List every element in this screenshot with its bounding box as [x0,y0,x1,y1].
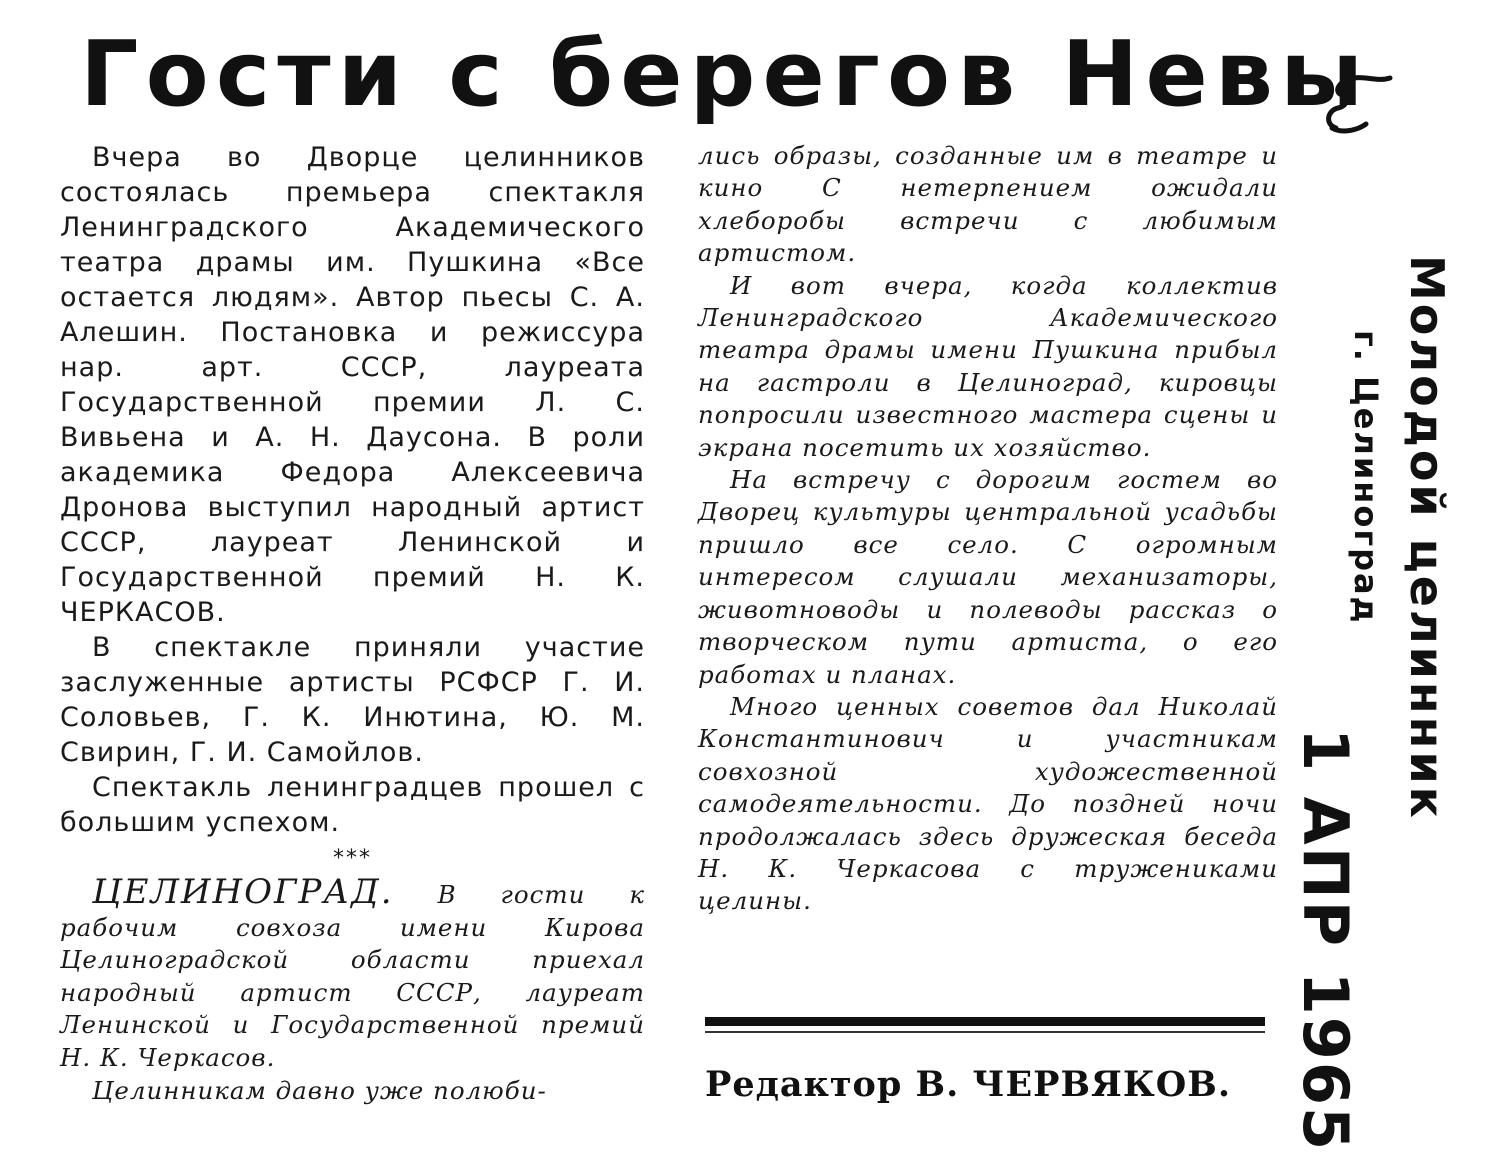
handwritten-mark-icon [1318,58,1398,138]
right-column [698,140,1278,918]
paragraph: лись образы, созданные им в театре и кино С нетерпением ожидали хлеборобы встречи с любимым артистом. [698,141,1278,268]
newspaper-name: Молодой целинник [1400,255,1454,821]
paragraph-text: В гости к рабочим совхоза имени Кирова Целиноградской области приехал народный артист СССР, лауреат Ленинской и Государственной премий Н. К. Черкасов. [60,880,645,1072]
second-item [60,872,645,1107]
paragraph: Целинникам давно уже полюби- [92,1075,547,1105]
dateline: ЦЕЛИНОГРАД. [92,872,394,912]
city-note: г. Целиноград [1347,330,1385,625]
left-column [60,140,645,1107]
paragraph: И вот вчера, когда коллектив Ленинградского Академического театра драмы имени Пушкина прибыл на гастроли в Целиноград, кировцы попросили известного мастера сцены и экрана посетить их хозяйство. [698,270,1278,462]
paragraph: На встречу с дорогим гостем во Дворец культуры центральной усадьбы пришло все село. С огромным интересом слушали механизаторы, животноводы и полеводы рассказ о творческом пути артиста, о его работах и планах. [698,465,1278,689]
closing-rule-thin [705,1031,1265,1033]
paragraph [60,872,645,1075]
closing-rule [705,1017,1265,1026]
article-headline: Гости с берегов Невы [80,22,1371,127]
paragraph: В спектакле приняли участие заслуженные артисты РСФСР Г. И. Соловьев, Г. К. Инютина, Ю. М. Свирин, Г. И. Самойлов. [60,632,645,768]
section-separator: *** [333,846,372,871]
paragraph: Много ценных советов дал Николай Константинович и участникам совхозной художественной самодеятельности. До поздней ночи продолжалась здесь дружеская беседа Н. К. Черкасова с тружениками целины. [698,691,1278,916]
date-stamp: 1 АПР 1965 [1289,728,1362,1152]
editor-signature: Редактор В. ЧЕРВЯКОВ. [705,1064,1232,1105]
paragraph: Вчера во Дворце целинников состоялась премьера спектакля Ленинградского Академического театра драмы им. Пушкина «Все остается людям». Автор пьесы С. А. Алешин. Постановка и режиссура нар. арт. СССР, лауреата Государственной премии Л. С. Вивьена и А. Н. Даусона. В роли академика Федора Алексеевича Дронова выступил народный артист СССР, лауреат Ленинской и Государственной премий Н. К. ЧЕРКАСОВ. [60,142,645,628]
paragraph: Спектакль ленинградцев прошел с большим успехом. [60,772,645,838]
